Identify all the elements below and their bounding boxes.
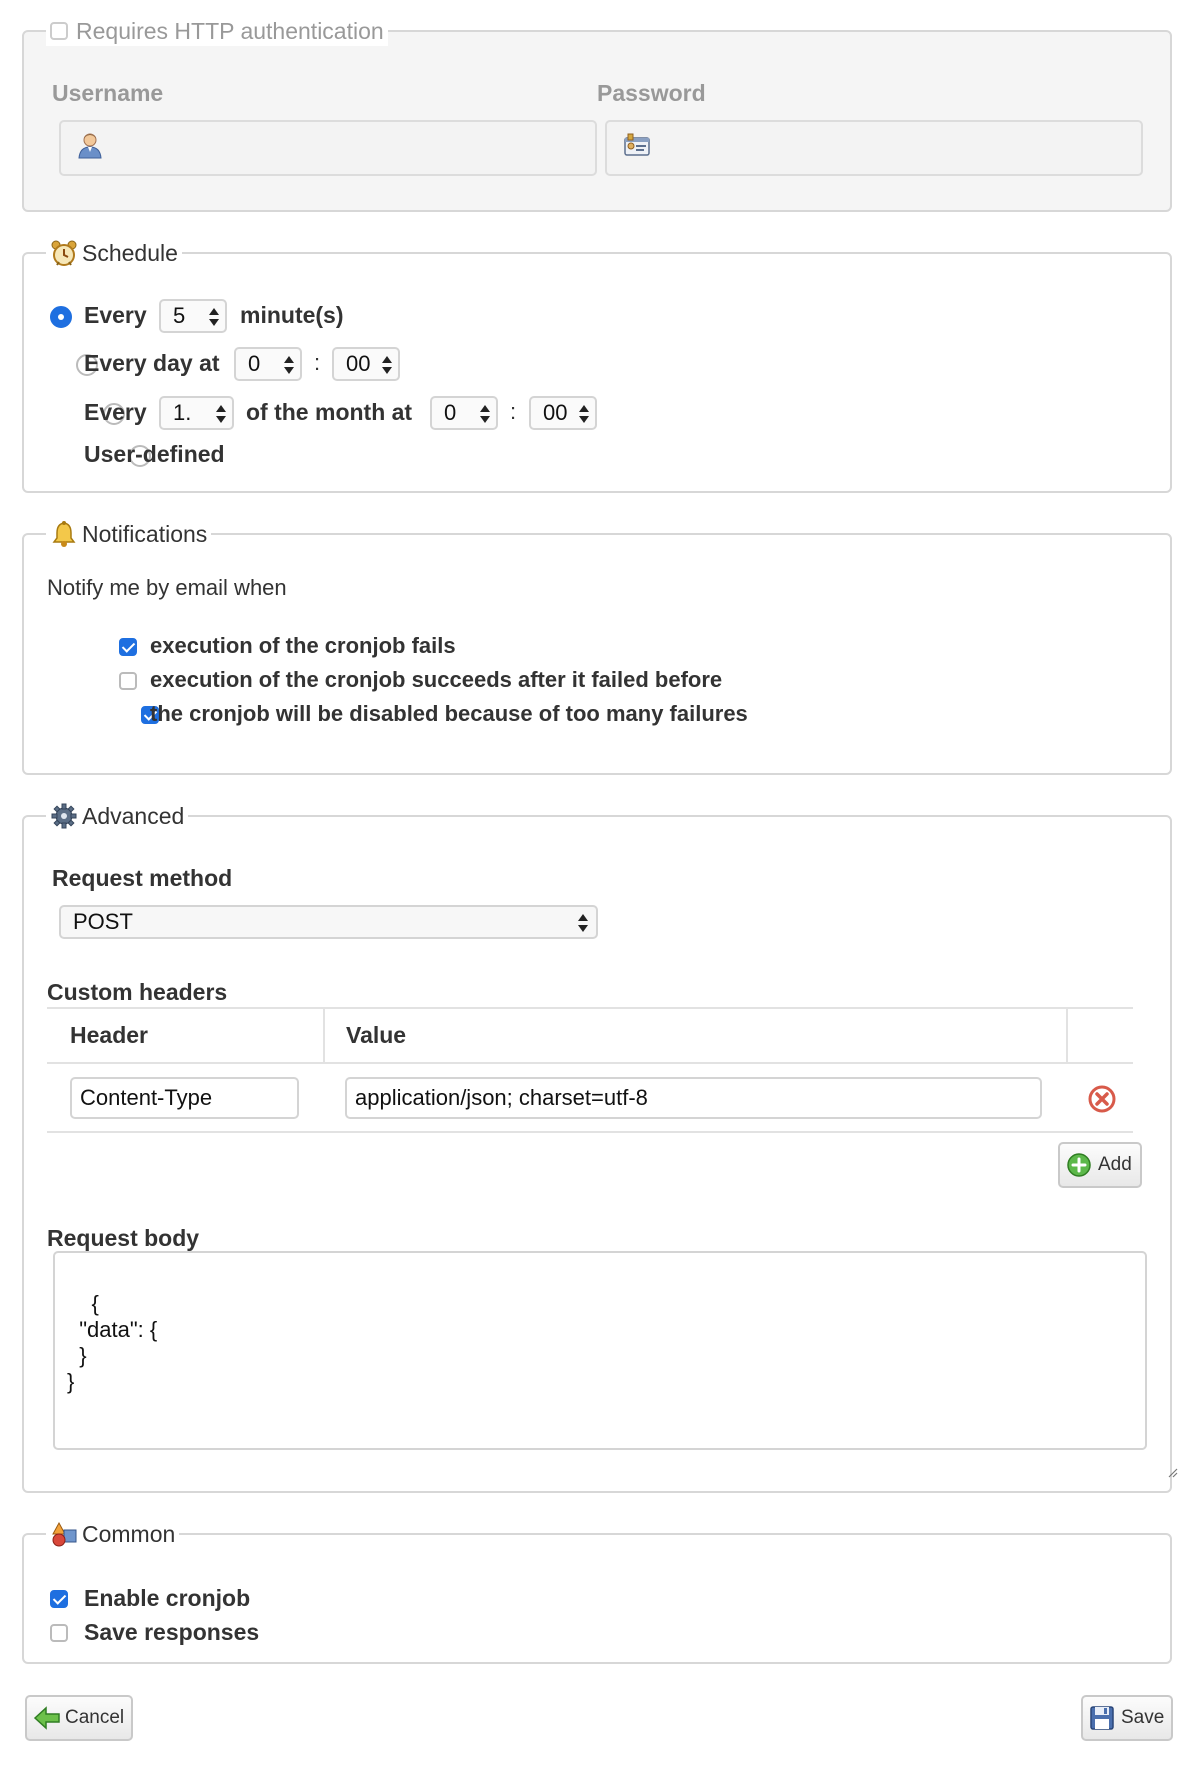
save-button-label: Save xyxy=(1121,1707,1165,1728)
minutes-unit-label: minute(s) xyxy=(240,302,344,328)
notifications-legend-label: Notifications xyxy=(82,520,208,547)
schedule-legend-label: Schedule xyxy=(82,239,178,266)
notifications-legend xyxy=(46,519,211,549)
username-label: Username xyxy=(52,80,164,106)
add-icon xyxy=(1060,1152,1098,1178)
bell-icon xyxy=(50,520,78,548)
http-auth-checkbox[interactable] xyxy=(50,22,68,40)
request-method-select[interactable]: POST xyxy=(59,905,598,939)
notifications-fieldset xyxy=(22,520,1172,775)
month-day-select[interactable]: 1. xyxy=(159,396,234,430)
back-arrow-icon xyxy=(27,1706,65,1730)
every-month-label: Every xyxy=(84,399,147,425)
remove-header-icon[interactable] xyxy=(1088,1085,1116,1118)
day-hour-select[interactable]: 0 xyxy=(234,347,302,381)
gear-icon xyxy=(50,802,78,830)
enable-cronjob-label: Enable cronjob xyxy=(84,1585,251,1611)
notify-fails-label: execution of the cronjob fails xyxy=(150,633,456,658)
common-fieldset xyxy=(22,1520,1172,1664)
value-column-title: Value xyxy=(346,1022,407,1048)
password-input[interactable] xyxy=(605,120,1143,176)
notify-succeeds-label: execution of the cronjob succeeds after it failed before xyxy=(150,667,723,692)
user-icon xyxy=(77,131,103,165)
save-button[interactable] xyxy=(1081,1695,1173,1741)
http-auth-legend xyxy=(46,16,388,46)
notify-intro: Notify me by email when xyxy=(47,575,287,600)
alarm-clock-icon xyxy=(50,239,78,267)
notify-fails-checkbox[interactable] xyxy=(119,638,137,656)
day-minute-select[interactable]: 00 xyxy=(332,347,400,381)
request-body-label: Request body xyxy=(47,1225,200,1251)
advanced-legend xyxy=(46,801,188,831)
http-auth-legend-label: Requires HTTP authentication xyxy=(76,17,384,44)
cancel-button[interactable] xyxy=(25,1695,133,1741)
header-name-input[interactable]: Content-Type xyxy=(70,1077,299,1119)
of-month-label: of the month at xyxy=(246,399,413,425)
every-day-label: Every day at xyxy=(84,350,220,376)
advanced-legend-label: Advanced xyxy=(82,802,185,829)
minutes-select[interactable]: 5 xyxy=(159,299,227,333)
enable-cronjob-checkbox[interactable] xyxy=(50,1590,68,1608)
add-button-label: Add xyxy=(1098,1154,1132,1175)
month-time-colon: : xyxy=(510,399,517,424)
custom-headers-label: Custom headers xyxy=(47,979,228,1005)
schedule-fieldset xyxy=(22,239,1172,493)
month-hour-select[interactable]: 0 xyxy=(430,396,498,430)
schedule-legend xyxy=(46,238,182,268)
day-time-colon: : xyxy=(314,350,321,375)
common-legend xyxy=(46,1519,179,1549)
advanced-fieldset xyxy=(22,802,1172,1493)
request-body-textarea[interactable]: { "data": { } } xyxy=(53,1251,1147,1450)
every-label: Every xyxy=(84,302,147,328)
header-value-input[interactable]: application/json; charset=utf-8 xyxy=(345,1077,1042,1119)
save-responses-label: Save responses xyxy=(84,1619,260,1645)
id-card-icon xyxy=(623,132,651,164)
notify-succeeds-checkbox[interactable] xyxy=(119,672,137,690)
username-input[interactable] xyxy=(59,120,597,176)
shapes-icon xyxy=(50,1520,78,1548)
user-defined-label: User-defined xyxy=(84,441,225,467)
request-method-label: Request method xyxy=(52,865,233,891)
radio-every-minutes[interactable] xyxy=(50,306,72,328)
notify-disabled-label: the cronjob will be disabled because of too many failures xyxy=(150,701,748,726)
header-column-title: Header xyxy=(70,1022,148,1048)
common-legend-label: Common xyxy=(82,1520,176,1547)
save-responses-checkbox[interactable] xyxy=(50,1624,68,1642)
floppy-disk-icon xyxy=(1083,1705,1121,1731)
cancel-button-label: Cancel xyxy=(65,1707,125,1728)
password-label: Password xyxy=(597,80,706,106)
resize-grip-icon[interactable] xyxy=(1129,1432,1141,1444)
month-minute-select[interactable]: 00 xyxy=(529,396,597,430)
add-header-button[interactable] xyxy=(1058,1142,1142,1188)
http-auth-fieldset xyxy=(22,17,1172,212)
